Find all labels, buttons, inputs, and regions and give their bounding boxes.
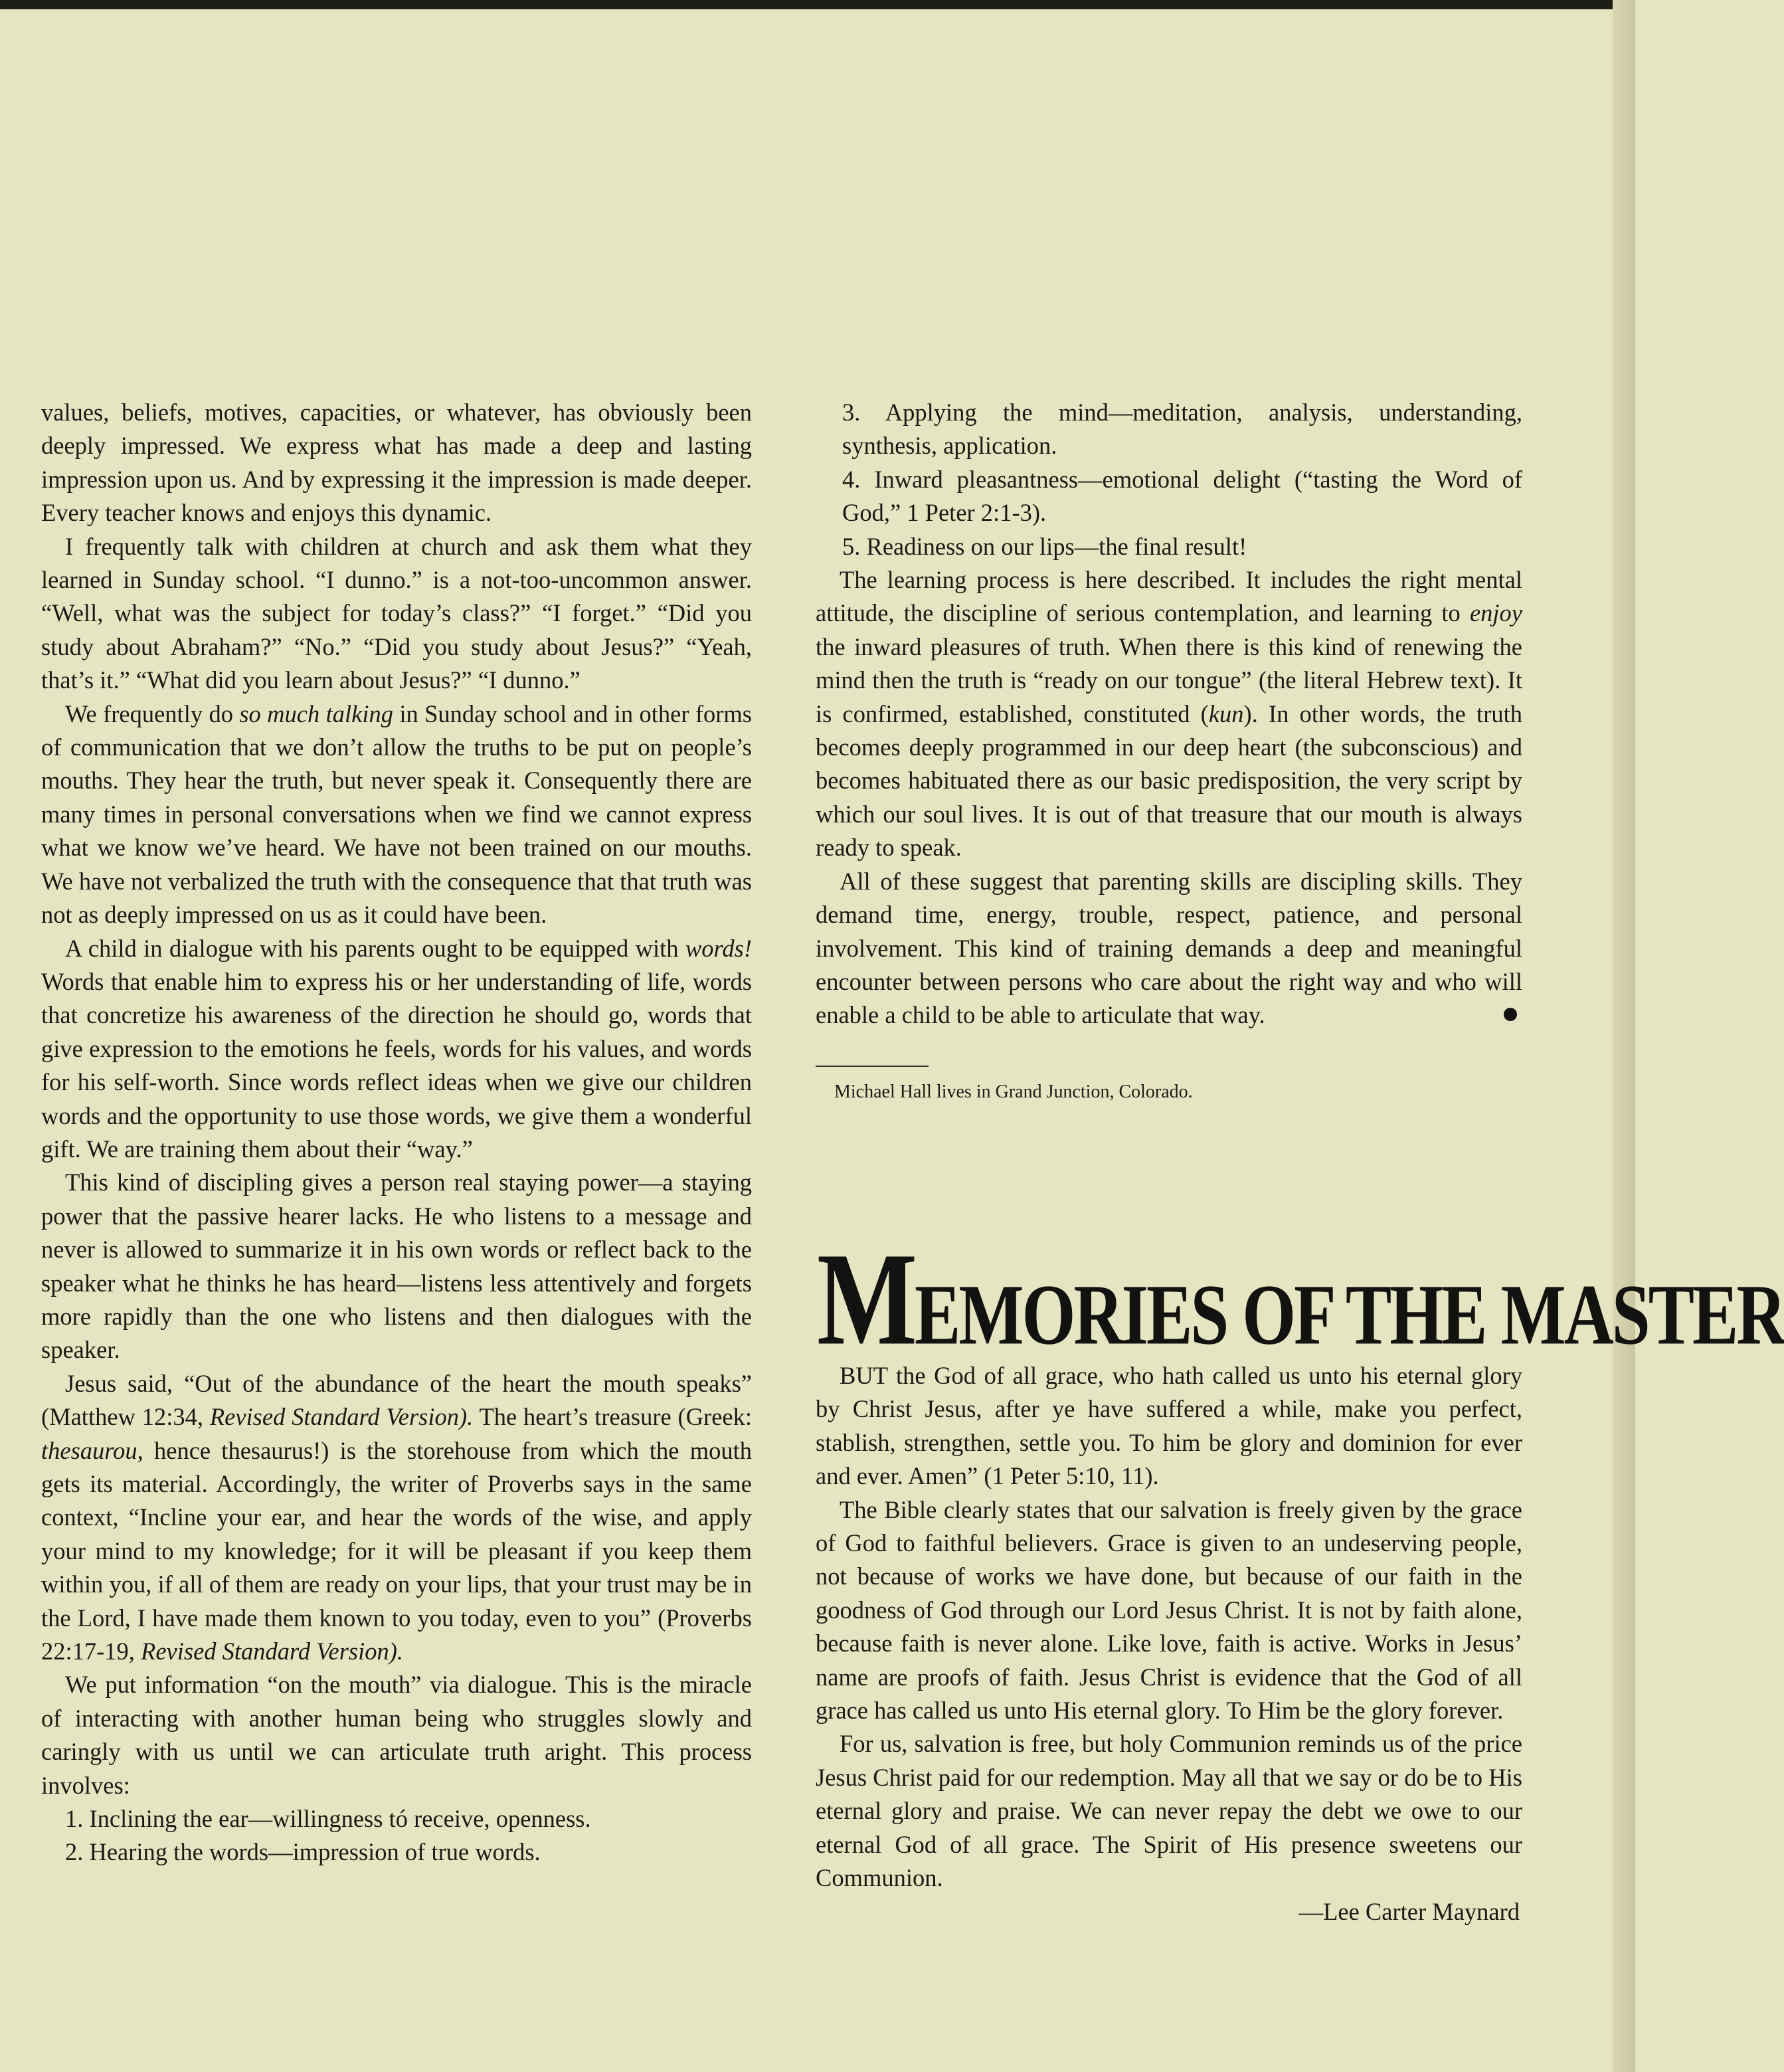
footnote-rule xyxy=(816,1066,929,1067)
list-item: 4. Inward pleasantness—emotional delight (“tasting the Word of God,” 1 Peter 2:1-3). xyxy=(842,465,1522,527)
signature: —Lee Carter Maynard xyxy=(1298,1897,1520,1925)
left-column xyxy=(41,396,752,1869)
paragraph: This kind of discipling gives a person real staying power—a staying power that the passive hearer lacks. He who listens to a message and never is allowed to summarize it in his own words or reflect back to the speaker what he thinks he has heard—listens less attentively and forgets more rapidly than the one who listens and then dialogues with the speaker. xyxy=(41,1169,752,1364)
section-title: MEMORIES OF THE MASTER xyxy=(817,1224,1784,1373)
paragraph: All of these suggest that parenting skills are discipling skills. They demand time, energy, trouble, respect, patience, and personal involvement. This kind of training demands a deep and meaningful encounter between persons who care about the right way and who will enable a child to be able to articulate that way. xyxy=(816,867,1522,1029)
right-column xyxy=(816,396,1522,1105)
paragraph: For us, salvation is free, but holy Communion reminds us of the price Jesus Christ paid for our redemption. May all that we say or do be to His eternal glory and praise. We can never repay the debt we owe to our eternal God of all grace. The Spirit of His presence sweetens our Communion. xyxy=(816,1730,1522,1892)
paragraph: The learning process is here described. It includes the right mental attitude, the discipline of serious contemplation, and learning to enjoy the inward pleasures of truth. When there is this kind of renewing the mind then the truth is “ready on our tongue” (the literal Hebrew text). It is confirmed, established, constituted (kun). In other words, the truth becomes deeply programmed in our deep heart (the subconscious) and becomes habituated there as our basic predisposition, the very script by which our soul lives. It is out of that treasure that our mouth is always ready to speak. xyxy=(816,566,1522,862)
paragraph: BUT the God of all grace, who hath called us unto his eternal glory by Christ Jesus, after ye have suffered a while, make you perfect, stablish, strengthen, settle you. To him be glory and dominion for ever and ever. Amen” (1 Peter 5:10, 11). xyxy=(816,1362,1522,1490)
end-mark-icon xyxy=(1504,1008,1517,1021)
list-item: 1. Inclining the ear—willingness tó receive, openness. xyxy=(65,1805,591,1833)
page-top-edge xyxy=(0,0,1635,9)
memories-body xyxy=(816,1359,1522,1929)
paragraph: The Bible clearly states that our salvation is freely given by the grace of God to faithful believers. Grace is given to an undeserving people, not because of works we have done, but because of our faith in the goodness of God through our Lord Jesus Christ. It is not by faith alone, because faith is never alone. Like love, faith is active. Works in Jesus’ name are proofs of faith. Jesus Christ is evidence that the God of all grace has called us unto His eternal glory. To Him be the glory forever. xyxy=(816,1495,1522,1725)
author-note: Michael Hall lives in Grand Junction, Colorado. xyxy=(834,1081,1193,1102)
list-item: 3. Applying the mind—meditation, analysis, understanding, synthesis, application. xyxy=(842,399,1522,460)
paragraph: A child in dialogue with his parents ought to be equipped with words! Words that enable him to express his or her understanding of life, words that concretize his awareness of the direction he should go, words that give expression to the emotions he feels, words for his values, and words for his self-worth. Since words reflect ideas when we give our children words and the opportunity to use those words, we give them a wonderful gift. We are training them about their “way.” xyxy=(41,934,752,1163)
page-right-edge xyxy=(1613,0,1635,2072)
list-item: 2. Hearing the words—impression of true words. xyxy=(65,1838,541,1866)
paragraph: We frequently do so much talking in Sunday school and in other forms of communication that we don’t allow the truths to be put on people’s mouths. They hear the truth, but never speak it. Consequently there are many times in personal conversations when we find we cannot express what we know we’ve heard. We have not been trained on our mouths. We have not verbalized the truth with the consequence that that truth was not as deeply impressed on us as it could have been. xyxy=(41,700,753,929)
paragraph: I frequently talk with children at church and ask them what they learned in Sunday school. “I dunno.” is a not-too-uncommon answer. “Well, what was the subject for today’s class?” “I forget.” “Did you study about Abraham?” “No.” “Did you study about Jesus?” “Yeah, that’s it.” “What did you learn about Jesus?” “I dunno.” xyxy=(41,532,752,694)
paragraph: Jesus said, “Out of the abundance of the heart the mouth speaks” (Matthew 12:34, Revised Standard Version). The heart’s treasure (Greek: thesaurou, hence thesaurus!) is the storehouse from which the mouth gets its material. Accordingly, the writer of Proverbs says in the same context, “Incline your ear, and hear the words of the wise, and apply your mind to my knowledge; for it will be pleasant if you keep them within you, if all of them are ready on your lips, that your trust may be in the Lord, I have made them known to you today, even to you” (Proverbs 22:17-19, Revised Standard Version). xyxy=(41,1369,752,1665)
paragraph: values, beliefs, motives, capacities, or whatever, has obviously been deeply impressed. We express what has made a deep and lasting impression upon us. And by expressing it the impression is made deeper. Every teacher knows and enjoys this dynamic. xyxy=(41,399,752,527)
paragraph: We put information “on the mouth” via dialogue. This is the miracle of interacting with another human being who struggles slowly and caringly with us until we can articulate truth aright. This process involves: xyxy=(41,1671,752,1799)
list-item: 5. Readiness on our lips—the final result! xyxy=(842,532,1247,560)
